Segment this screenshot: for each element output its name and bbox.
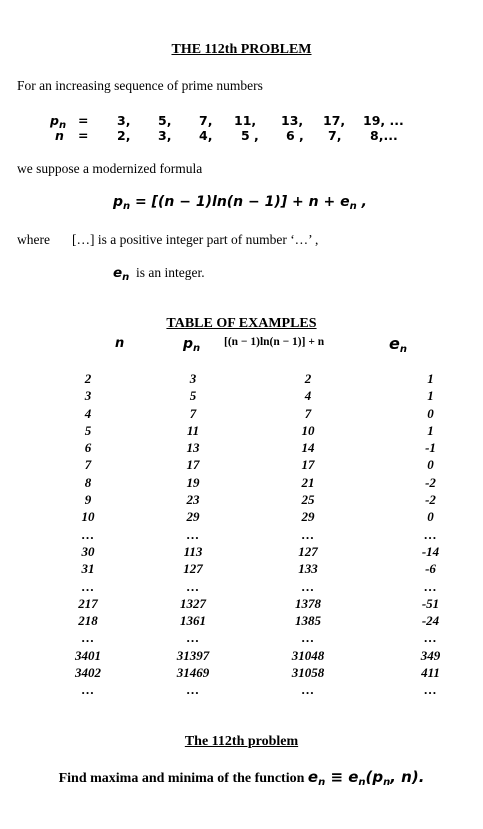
cell-e: -14: [421, 543, 440, 559]
cell-n: 30: [81, 543, 95, 559]
cell-n: 3401: [75, 647, 101, 663]
cell-p: 23: [186, 492, 200, 508]
cell-p: 3: [189, 371, 197, 386]
cell-n: 3: [84, 388, 92, 404]
main-formula: $p_n = [(n - 1)\ln(n - 1)] + n + e_n$ ,: [113, 194, 367, 212]
cell-expr: 29: [301, 509, 315, 525]
cell-e: 1: [427, 422, 434, 438]
cell-e: 0: [427, 405, 434, 421]
table-row: [0, 647, 483, 664]
seq-p-value: 17,: [323, 113, 346, 128]
cell-expr: 1385: [295, 613, 321, 629]
cell-e: -2: [425, 492, 436, 508]
table-row: [0, 387, 483, 404]
sequence-p-row: [0, 113, 483, 129]
seq-n-value: 3,: [158, 128, 172, 143]
cell-p: 1361: [180, 613, 206, 629]
table-row: [0, 422, 483, 439]
seq-n-value: 5 ,: [241, 128, 259, 143]
cell-e: …: [424, 526, 437, 542]
cell-expr: 2: [304, 371, 312, 386]
cell-p: 113: [183, 543, 203, 559]
cell-p: 19: [186, 474, 200, 490]
cell-n: 4: [84, 405, 92, 421]
cell-expr: 31048: [291, 647, 325, 663]
cell-expr: 133: [298, 561, 318, 577]
table-row: [0, 560, 483, 577]
table-row: [0, 508, 483, 525]
seq-p-value: 13,: [281, 113, 304, 128]
cell-expr: 31058: [291, 665, 325, 681]
cell-n: 218: [78, 613, 98, 629]
cell-e: 1: [427, 371, 434, 386]
cell-expr: 4: [304, 388, 312, 404]
seq-p-value: 11,: [234, 113, 257, 128]
cell-e: …: [424, 682, 437, 698]
sequence-p-label: $p_n$: [50, 113, 67, 131]
cell-e: -1: [425, 440, 436, 456]
page-title: THE 112th PROBLEM: [171, 42, 312, 57]
cell-n: 7: [84, 457, 92, 473]
cell-n: …: [81, 578, 95, 594]
header-e: $e_n$: [389, 334, 407, 355]
cell-n: 217: [78, 595, 98, 611]
header-p: $p_n$: [183, 336, 201, 354]
seq-n-value: 2,: [117, 128, 131, 143]
seq-n-value: 6 ,: [286, 128, 304, 143]
cell-p: 17: [186, 457, 200, 473]
cell-p: 29: [186, 509, 200, 525]
cell-p: …: [186, 682, 200, 698]
cell-e: -24: [421, 613, 440, 629]
examples-table: [0, 370, 483, 699]
cell-expr: 17: [301, 457, 315, 473]
sequence-n-label: n: [55, 128, 64, 143]
cell-e: 1: [427, 388, 434, 404]
sequence-n-row: [0, 128, 483, 144]
where-label: where: [17, 232, 50, 247]
seq-p-value: 3,: [117, 113, 131, 128]
cell-p: 1327: [180, 595, 206, 611]
cell-p: 31469: [176, 665, 210, 681]
table-row: [0, 612, 483, 629]
cell-e: -51: [421, 595, 440, 611]
seq-p-value: 7,: [199, 113, 213, 128]
suppose-text: we suppose a modernized formula: [17, 161, 203, 176]
cell-p: …: [186, 526, 200, 542]
cell-e: …: [424, 578, 437, 594]
seq-n-value: 7,: [328, 128, 342, 143]
cell-e: 0: [427, 509, 434, 525]
en-definition: $e_n$ is an integer.: [113, 265, 205, 283]
cell-e: -2: [425, 474, 436, 490]
cell-p: 13: [186, 440, 200, 456]
cell-n: 31: [81, 561, 95, 577]
where-text: […] is a positive integer part of number ‘…’ ,: [72, 232, 319, 247]
cell-expr: 21: [301, 474, 315, 490]
seq-n-value: 8,...: [370, 128, 398, 143]
cell-n: 2: [84, 371, 92, 386]
table-row: [0, 491, 483, 508]
table-row: [0, 595, 483, 612]
cell-n: 5: [84, 422, 92, 438]
cell-expr: …: [301, 630, 315, 646]
problem-statement: Find maxima and minima of the function $e_n \equiv e_n(p_n$, n).: [58, 768, 425, 788]
intro-text: For an increasing sequence of prime numbers: [17, 78, 263, 93]
table-row: [0, 370, 483, 387]
cell-e: 411: [421, 665, 440, 681]
cell-n: 6: [84, 440, 92, 456]
table-row: [0, 439, 483, 456]
cell-expr: 10: [301, 422, 315, 438]
table-row: [0, 681, 483, 698]
cell-n: 9: [84, 492, 92, 508]
cell-p: 31397: [176, 647, 210, 663]
seq-p-value: 19, ...: [363, 113, 404, 128]
table-row: [0, 629, 483, 646]
cell-p: 11: [186, 422, 200, 438]
cell-n: …: [81, 682, 95, 698]
seq-n-value: 4,: [199, 128, 213, 143]
cell-n: …: [81, 526, 95, 542]
table-row: [0, 456, 483, 473]
table-row: [0, 405, 483, 422]
cell-e: 0: [427, 457, 434, 473]
cell-expr: 25: [301, 492, 315, 508]
cell-p: …: [186, 630, 200, 646]
cell-expr: 14: [301, 440, 315, 456]
cell-expr: …: [301, 682, 315, 698]
table-title: TABLE OF EXAMPLES: [166, 316, 317, 331]
seq-p-value: 5,: [158, 113, 172, 128]
cell-expr: …: [301, 526, 315, 542]
cell-e: 349: [420, 647, 441, 663]
sequence-p-eq: =: [78, 113, 89, 128]
table-row: [0, 578, 483, 595]
problem-title: The 112th problem: [184, 734, 299, 749]
cell-e: -6: [425, 561, 436, 577]
table-row: [0, 526, 483, 543]
cell-p: …: [186, 578, 200, 594]
cell-expr: 7: [304, 405, 312, 421]
header-n: n: [115, 336, 125, 351]
table-row: [0, 474, 483, 491]
cell-n: …: [81, 630, 95, 646]
cell-expr: 127: [298, 543, 318, 559]
cell-n: 8: [84, 474, 92, 490]
table-row: [0, 664, 483, 681]
cell-e: …: [424, 630, 437, 646]
cell-p: 7: [189, 405, 197, 421]
sequence-n-eq: =: [78, 128, 89, 143]
cell-p: 5: [189, 388, 197, 404]
cell-n: 10: [81, 509, 95, 525]
cell-expr: 1378: [295, 595, 321, 611]
cell-p: 127: [183, 561, 203, 577]
header-expression: [(n − 1)ln(n − 1)] + n: [224, 336, 325, 348]
cell-n: 3402: [75, 665, 101, 681]
table-row: [0, 543, 483, 560]
cell-expr: …: [301, 578, 315, 594]
